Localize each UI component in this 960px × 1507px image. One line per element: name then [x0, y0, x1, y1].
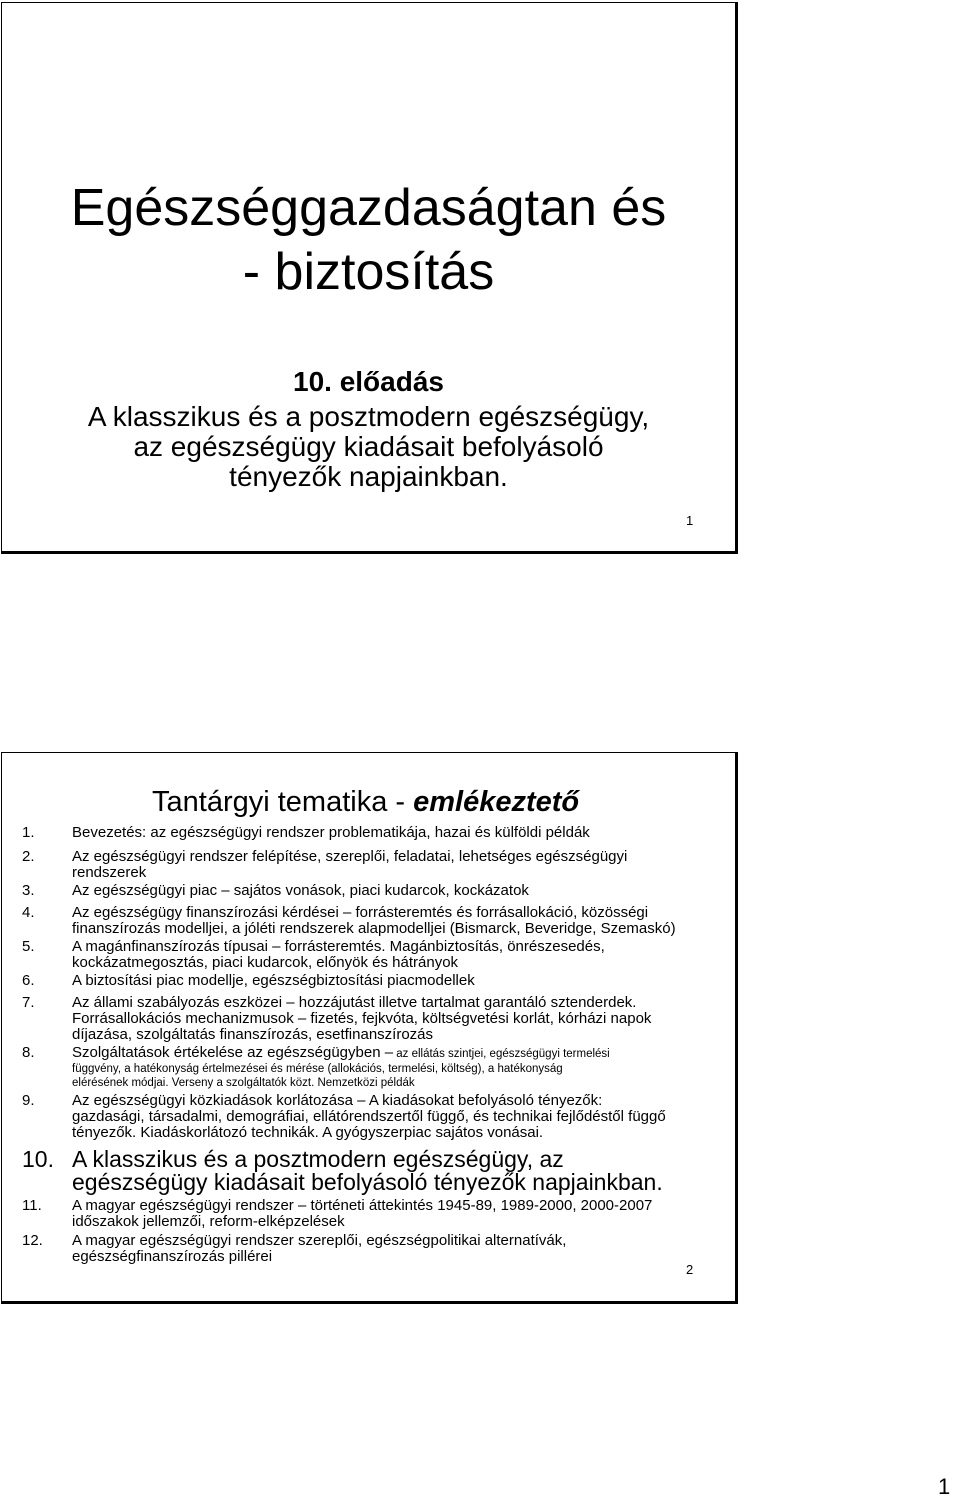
slide-subtitle-line-2: az egészségügy kiadásait befolyásoló: [133, 431, 604, 462]
item-text-line: kockázatmegosztás, piaci kudarcok, előnyök és hátrányok: [72, 954, 459, 971]
slide-subtitle-line-3: tényezők napjainkban.: [229, 461, 508, 492]
item-number: 3.: [22, 882, 35, 899]
slide-title-line-2: - biztosítás: [242, 243, 495, 301]
slide-subtitle-line-1: A klasszikus és a posztmodern egészségügy,: [87, 401, 650, 432]
item-number: 1.: [22, 824, 35, 841]
item-text-line: időszakok jellemzői, reform-elképzelések: [72, 1213, 345, 1230]
item-number: 5.: [22, 938, 35, 955]
item-number: 10.: [22, 1146, 54, 1172]
item-number: 11.: [22, 1197, 42, 1214]
item-text-line: függvény, a hatékonyság értelmezései és mérése (allokációs, termelési, költség), a hatékonyság: [72, 1063, 563, 1075]
item-number: 7.: [22, 994, 35, 1011]
item-text-line: egészségfinanszírozás pillérei: [72, 1248, 273, 1265]
slide-title-emphasis: emlékeztető: [413, 786, 580, 818]
item-number: 6.: [22, 972, 35, 989]
item-text-line: finanszírozás modelljei, a jóléti rendszerek alapmodelljei (Bismarck, Beveridge, Szemaskó): [72, 920, 676, 937]
item-text-line: Az egészségügyi közkiadások korlátozása – A kiadásokat befolyásoló tényezők:: [72, 1092, 603, 1109]
item-text-line: gazdasági, társadalmi, demográfiai, ellátórendszertől függő, és technikai fejlődéstől függő: [72, 1108, 666, 1125]
item-text-line: Bevezetés: az egészségügyi rendszer problematikája, hazai és külföldi példák: [72, 824, 590, 841]
item-text-line: [72, 1045, 610, 1062]
document-page-number: 1: [938, 1474, 951, 1499]
item-text-line: A magánfinanszírozás típusai – forrásteremtés. Magánbiztosítás, önrészesedés,: [72, 938, 605, 955]
item-text-line: Az egészségügyi rendszer felépítése, szereplői, feladatai, lehetséges egészségügyi: [72, 848, 628, 865]
item-text-line: Forrásallokációs mechanizmusok – fizetés, fejkvóta, költségvetési korlát, kórházi napok: [72, 1010, 652, 1027]
item-text-line: A magyar egészségügyi rendszer – történeti áttekintés 1945-89, 1989-2000, 2000-2007: [72, 1197, 653, 1214]
item-text-line: elérésének módjai. Verseny a szolgáltatók közt. Nemzetközi példák: [72, 1077, 415, 1089]
slide-title: [152, 785, 579, 819]
slide-title-line-1: Egészséggazdaságtan és: [70, 179, 667, 237]
item-main-text: Szolgáltatások értékelése az egészségügyben –: [72, 1044, 394, 1061]
item-text-line: tényezők. Kiadáskorlátozó technikák. A gyógyszerpiac sajátos vonásai.: [72, 1124, 544, 1141]
lecture-number: 10. előadás: [293, 366, 444, 397]
slide-1: [1, 2, 738, 554]
item-text-line: Az egészségügy finanszírozási kérdései – forrásteremtés és forrásallokáció, közösségi: [72, 904, 649, 921]
slide-page-number: 1: [686, 513, 694, 528]
slide-page-number: 2: [686, 1262, 694, 1277]
item-number: 12.: [22, 1232, 43, 1249]
item-number: 2.: [22, 848, 35, 865]
item-text-line: A magyar egészségügyi rendszer szereplői, egészségpolitikai alternatívák,: [72, 1232, 567, 1249]
item-text-line: rendszerek: [72, 864, 147, 881]
item-text-line: A klasszikus és a posztmodern egészségügy, az: [72, 1146, 564, 1172]
slide-2: [1, 752, 738, 1304]
slide-title-text: Tantárgyi tematika -: [152, 786, 414, 818]
item-text-line: A biztosítási piac modellje, egészségbiztosítási piacmodellek: [72, 972, 475, 989]
item-text-line: Az egészségügyi piac – sajátos vonások, piaci kudarcok, kockázatok: [72, 882, 529, 899]
item-text-line: Az állami szabályozás eszközei – hozzájutást illetve tartalmat garantáló sztenderdek.: [72, 994, 637, 1011]
item-number: 4.: [22, 904, 35, 921]
item-small-text: az ellátás szintjei, egészségügyi termelési: [393, 1048, 610, 1060]
item-text-line: díjazása, szolgáltatás finanszírozás, esetfinanszírozás: [72, 1026, 434, 1043]
item-number: 8.: [22, 1044, 35, 1061]
item-text-line: egészségügy kiadásait befolyásoló tényezők napjainkban.: [72, 1169, 663, 1195]
item-number: 9.: [22, 1092, 35, 1109]
